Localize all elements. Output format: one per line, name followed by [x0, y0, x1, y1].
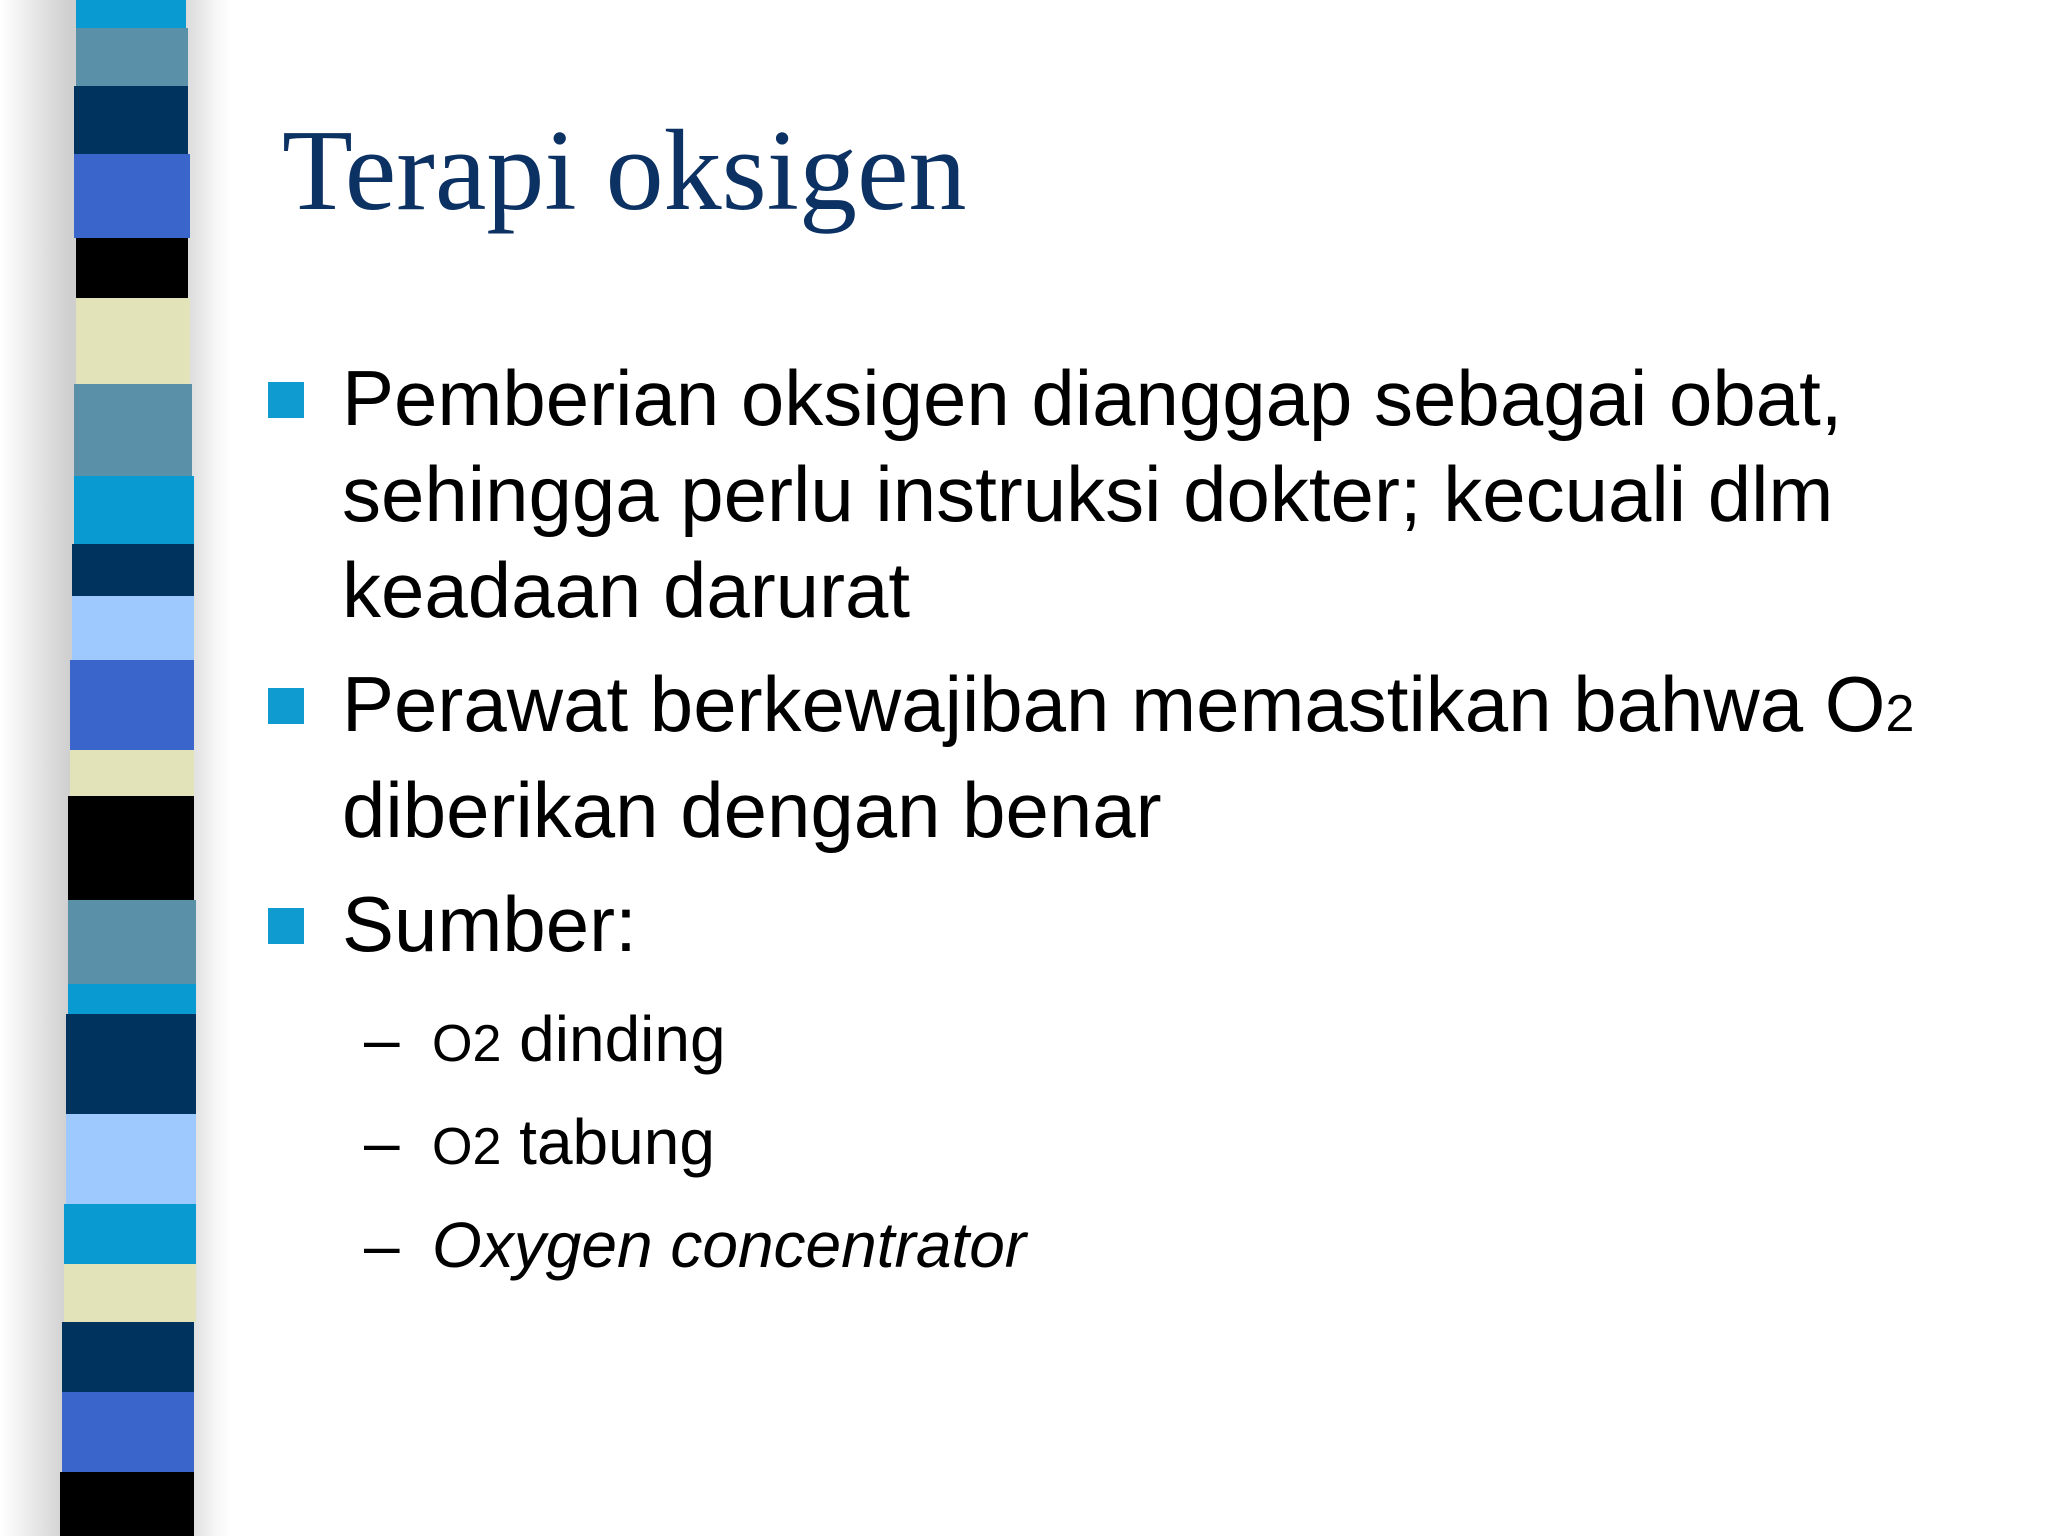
stripe	[60, 1472, 194, 1536]
stripe	[74, 154, 190, 238]
bullet-text-part: Perawat berkewajiban memastikan bahwa O	[342, 660, 1886, 748]
sub-item-prefix: O2	[432, 1118, 502, 1176]
stripe	[64, 1204, 196, 1264]
bullet-item	[268, 656, 2008, 858]
sub-item-text: dinding	[501, 1003, 726, 1075]
stripe	[74, 384, 192, 476]
stripe	[70, 660, 194, 750]
stripe	[76, 238, 188, 298]
sub-item-prefix: O2	[432, 1015, 502, 1073]
stripe	[76, 0, 186, 28]
dash-marker: –	[364, 1209, 400, 1281]
stripe	[68, 900, 196, 984]
stripe	[76, 28, 188, 86]
slide-title: Terapi oksigen	[282, 107, 967, 235]
bullet-item	[268, 350, 2008, 638]
stripe	[64, 1264, 196, 1322]
bullet-text-small: 2	[1885, 685, 1915, 743]
square-bullet-icon	[268, 688, 304, 724]
sub-item-text: tabung	[501, 1106, 715, 1178]
stripe	[66, 1114, 196, 1204]
stripe	[62, 1392, 194, 1472]
stripe	[72, 596, 194, 660]
bullet-text-part: diberikan dengan benar	[342, 766, 1162, 854]
stripe	[76, 298, 190, 384]
stripe	[68, 984, 196, 1014]
bullet-text: Pemberian oksigen dianggap sebagai obat, sehingga perlu instruksi dokter; kecuali dlm keadaan darurat	[342, 354, 1843, 634]
bullet-item	[268, 876, 2008, 972]
stripe	[68, 796, 194, 900]
bullet-list	[268, 350, 2008, 1294]
stripe	[74, 86, 188, 154]
dash-marker: –	[364, 1106, 400, 1178]
square-bullet-icon	[268, 908, 304, 944]
stripe	[72, 544, 194, 596]
sub-item	[268, 1196, 2008, 1294]
square-bullet-icon	[268, 382, 304, 418]
dash-marker: –	[364, 1003, 400, 1075]
stripe	[70, 750, 194, 796]
bullet-text: Sumber:	[342, 880, 637, 968]
striped-band	[68, 0, 196, 1536]
stripe	[74, 476, 194, 544]
sub-item	[268, 990, 2008, 1093]
stripe	[62, 1322, 194, 1392]
sub-item-text: Oxygen concentrator	[432, 1209, 1027, 1281]
stripe	[66, 1014, 196, 1114]
sub-item	[268, 1093, 2008, 1196]
